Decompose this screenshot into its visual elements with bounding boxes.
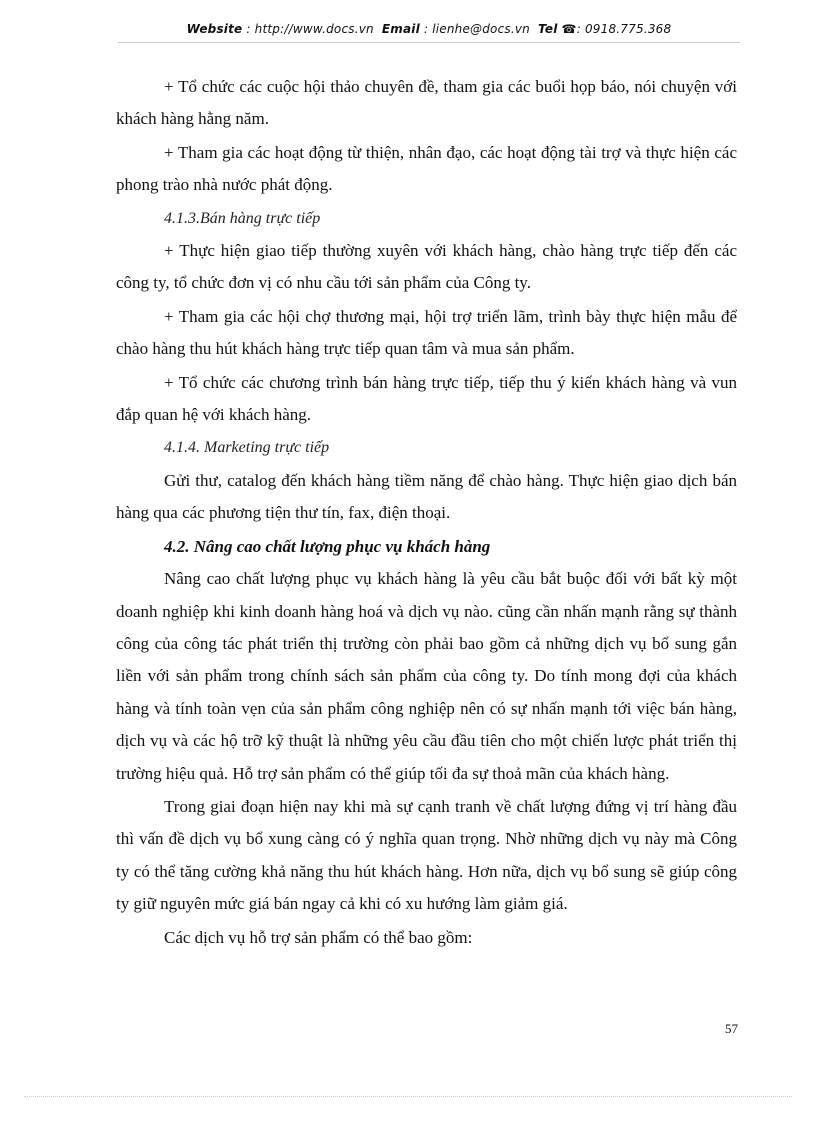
paragraph-2: + Tham gia các hoạt động từ thiện, nhân đạo, các hoạt động tài trợ và thực hiện các phong trào nhà nước phát động. <box>116 142 737 195</box>
page-number: 57 <box>725 1021 738 1036</box>
header-divider <box>118 42 740 43</box>
paragraph-8: Trong giai đoạn hiện nay khi mà sự cạnh tranh về chất lượng đứng vị trí hàng đầu thì vấn đề dịch vụ bổ xung càng có ý nghĩa quan trọng. Nhờ những dịch vụ này mà Công ty có thể tăng cường khả năng thu hút khách hàng. Hơn nữa, dịch vụ bổ sung sẽ giúp công ty giữ nguyên mức giá bán ngay cả khi có xu hướng làm giảm giá. <box>116 796 737 914</box>
tel-value: : 0918.775.368 <box>576 22 672 36</box>
paragraph-7: Nâng cao chất lượng phục vụ khách hàng là yêu cầu bắt buộc đối với bất kỳ một doanh nghiệp khi kinh doanh hàng hoá và dịch vụ nào. cũng cần nhấn mạnh rằng sự thành công của công tác phát triển thị trường còn phải bao gồm cả những dịch vụ bổ sung gắn liền với sản phẩm trong chính sách sản phẩm của công ty. Do tính mong đợi của khách hàng và tính toàn vẹn của sản phẩm công nghiệp nên có sự nhấn mạnh tới việc bán hàng, dịch vụ và các hộ trỡ kỹ thuật là những yêu cầu đầu tiên cho một chiến lược phát triển thị trường hiệu quả. Hỗ trợ sản phẩm có thể giúp tối đa sự thoả mãn của khách hàng. <box>116 569 737 783</box>
phone-icon: ☎ <box>561 22 577 36</box>
paragraph-5: + Tổ chức các chương trình bán hàng trực tiếp, tiếp thu ý kiến khách hàng và vun đắp quan hệ với khách hàng. <box>116 372 737 425</box>
subheading-4-1-4: 4.1.4. Marketing trực tiếp <box>164 439 330 457</box>
paragraph-3: + Thực hiện giao tiếp thường xuyên với khách hàng, chào hàng trực tiếp đến các công ty, tổ chức đơn vị có nhu cầu tới sản phẩm của Công ty. <box>116 241 737 293</box>
subheading-4-1-3: 4.1.3.Bán hàng trực tiếp <box>164 209 321 227</box>
website-value: : http://www.docs.vn <box>246 22 374 36</box>
paragraph-1: + Tổ chức các cuộc hội thảo chuyên đề, tham gia các buổi họp báo, nói chuyện với khách hàng hằng năm. <box>116 77 737 129</box>
email-label: Email <box>381 22 420 36</box>
paragraph-4: + Tham gia các hội chợ thương mại, hội trợ triển lãm, trình bày thực hiện mẫu để chào hàng thu hút khách hàng trực tiếp quan tâm và mua sản phẩm. <box>116 306 737 359</box>
paragraph-6: Gửi thư, catalog đến khách hàng tiềm năng để chào hàng. Thực hiện giao dịch bán hàng qua các phương tiện thư tín, fax, điện thoại. <box>116 470 737 523</box>
website-label: Website <box>186 22 243 36</box>
paragraph-9: Các dịch vụ hỗ trợ sản phẩm có thể bao gồm: <box>164 927 473 947</box>
tel-label: Tel <box>538 22 558 36</box>
heading-4-2: 4.2. Nâng cao chất lượng phục vụ khách hàng <box>164 536 491 556</box>
page-bottom-divider <box>24 1096 792 1097</box>
page-header <box>118 22 740 36</box>
document-body <box>116 71 737 955</box>
email-value: : lienhe@docs.vn <box>423 22 530 36</box>
